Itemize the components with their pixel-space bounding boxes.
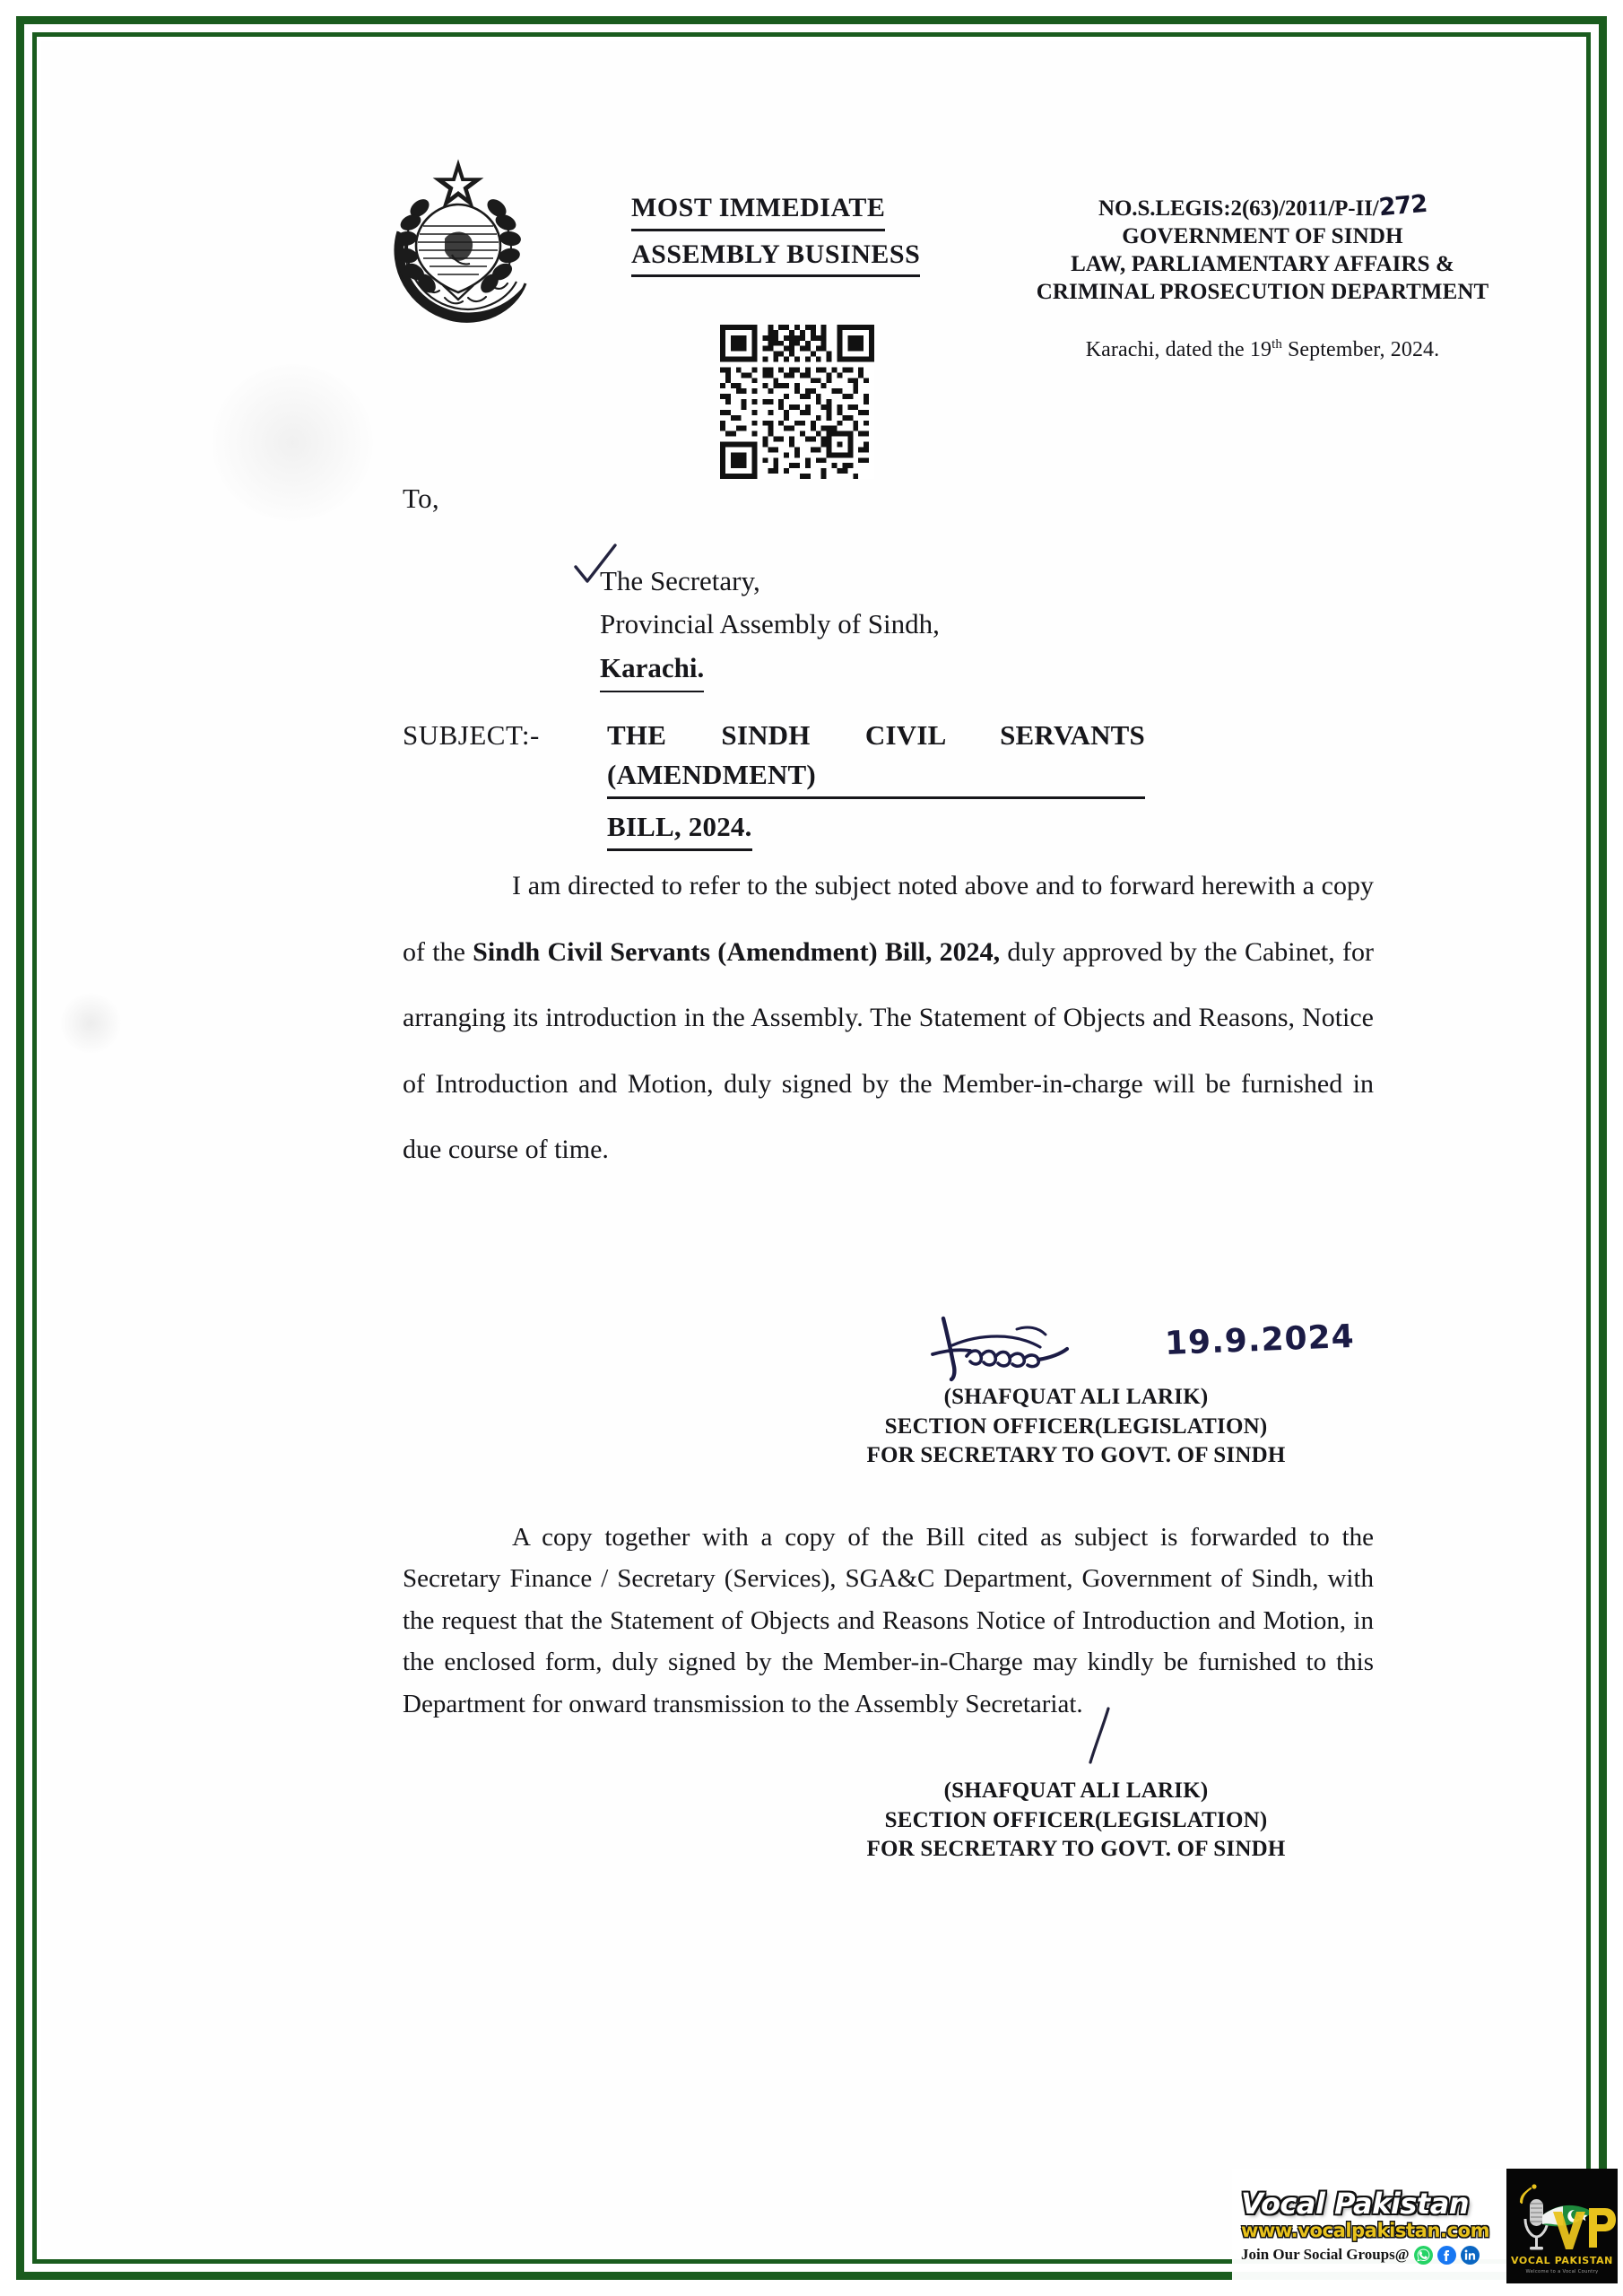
watermark-brand-title: Vocal Pakistan bbox=[1241, 2187, 1470, 2222]
document-qr-code[interactable] bbox=[720, 325, 874, 479]
svg-text:VOCAL PAKISTAN: VOCAL PAKISTAN bbox=[1511, 2255, 1613, 2266]
handwritten-stroke-mark-icon bbox=[1083, 1705, 1119, 1768]
to-label: To, bbox=[403, 483, 439, 514]
place-and-date bbox=[985, 337, 1541, 362]
addressee-city: Karachi. bbox=[600, 647, 704, 692]
scan-smudge-secondary bbox=[59, 992, 122, 1055]
svg-text:Welcome to a Vocal Country: Welcome to a Vocal Country bbox=[1525, 2269, 1599, 2274]
signatory-name-1: (SHAFQUAT ALI LARIK) bbox=[943, 1385, 1209, 1409]
watermark-website-url[interactable]: www.vocalpakistan.com bbox=[1241, 2220, 1490, 2242]
place-date-prefix: Karachi, dated the 19 bbox=[1085, 338, 1272, 361]
linkedin-icon[interactable] bbox=[1461, 2246, 1480, 2265]
addressee-line-1: The Secretary, bbox=[600, 565, 760, 596]
priority-line-assembly-business: ASSEMBLY BUSINESS bbox=[631, 236, 920, 278]
signature-block-one bbox=[807, 1383, 1345, 1471]
signatory-authority-1: FOR SECRETARY TO GOVT. OF SINDH bbox=[866, 1443, 1286, 1467]
paragraph-one-text-b: duly approved by the Cabinet, for arranging its introduction in the Assembly. The Statement of Objects and Reasons, Notice of Introduction and Motion, duly signed by the Member-in-charge will be furnished in due course of time. bbox=[403, 936, 1374, 1164]
addressee-line-2: Provincial Assembly of Sindh, bbox=[600, 608, 940, 640]
department-line-2: CRIMINAL PROSECUTION DEPARTMENT bbox=[1036, 280, 1489, 304]
watermark-text-panel bbox=[1232, 2169, 1506, 2283]
signatory-authority-2: FOR SECRETARY TO GOVT. OF SINDH bbox=[866, 1837, 1286, 1861]
government-of-sindh-emblem-icon bbox=[373, 149, 543, 333]
subject-line-2: BILL, 2024. bbox=[607, 807, 752, 851]
signatory-designation-2: SECTION OFFICER(LEGISLATION) bbox=[884, 1807, 1268, 1832]
watermark-join-label: Join Our Social Groups@ bbox=[1241, 2246, 1410, 2264]
reference-number-handwritten: 272 bbox=[1377, 189, 1428, 222]
reference-number-printed: NO.S.LEGIS:2(63)/2011/P-II/ bbox=[1098, 196, 1379, 221]
paragraph-one-text-a: I am directed to refer to the subject noted above and to forward herewith a copy of the bbox=[403, 871, 1374, 967]
signature-block-two bbox=[807, 1777, 1345, 1865]
department-line-1: LAW, PARLIAMENTARY AFFAIRS & bbox=[1071, 252, 1454, 276]
scan-smudge bbox=[212, 364, 373, 521]
government-name: GOVERNMENT OF SINDH bbox=[1122, 224, 1403, 248]
watermark-social-row bbox=[1241, 2246, 1499, 2265]
paragraph-two-text: A copy together with a copy of the Bill cited as subject is forwarded to the Secretary Finance / Secretary (Services), SGA&C Department, Government of Sindh, with the request that the Statement of Objects and Reasons Notice of Introduction and Motion, in the enclosed form, duly signed by the Member-in-Charge may kindly be furnished to this Department for onward transmission to the Assembly Secretariat. bbox=[403, 1523, 1374, 1718]
handwritten-signature-icon bbox=[927, 1313, 1160, 1385]
subject-value bbox=[607, 716, 1145, 851]
vocal-pakistan-logo bbox=[1506, 2169, 1618, 2283]
document-page bbox=[41, 41, 1582, 2255]
priority-marking bbox=[631, 189, 920, 282]
paragraph-two bbox=[403, 1517, 1374, 1725]
subject-label: SUBJECT:- bbox=[403, 719, 540, 751]
paragraph-one-bill-title: Sindh Civil Servants (Amendment) Bill, 2024, bbox=[473, 936, 1001, 967]
handwritten-date: 19.9.2024 bbox=[1164, 1318, 1356, 1363]
priority-line-most-immediate: MOST IMMEDIATE bbox=[631, 189, 885, 231]
addressee-block bbox=[600, 560, 940, 692]
date-ordinal-suffix: th bbox=[1271, 337, 1282, 352]
facebook-icon[interactable] bbox=[1437, 2246, 1456, 2265]
whatsapp-icon[interactable] bbox=[1414, 2246, 1433, 2265]
vocal-pakistan-watermark[interactable] bbox=[1232, 2169, 1618, 2283]
reference-number bbox=[1098, 189, 1428, 222]
place-date-suffix: September, 2024. bbox=[1281, 338, 1440, 361]
subject-line-1: THE SINDH CIVIL SERVANTS (AMENDMENT) bbox=[607, 716, 1145, 799]
department-letterhead-block bbox=[985, 189, 1541, 362]
paragraph-one bbox=[403, 853, 1374, 1183]
signatory-name-2: (SHAFQUAT ALI LARIK) bbox=[943, 1779, 1209, 1803]
signatory-designation-1: SECTION OFFICER(LEGISLATION) bbox=[884, 1413, 1268, 1439]
